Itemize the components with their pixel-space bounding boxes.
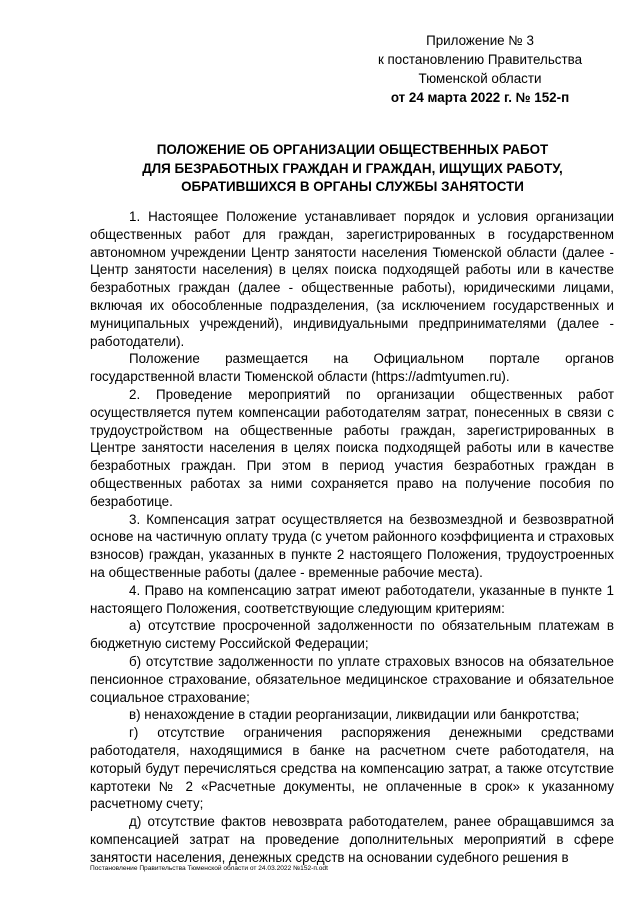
- document-title: [90, 141, 615, 197]
- paragraph-publication: Положение размещается на Официальном портале органов государственной власти Тюменской области (https://admtyumen.ru).: [90, 351, 614, 385]
- title-line-1: ПОЛОЖЕНИЕ ОБ ОРГАНИЗАЦИИ ОБЩЕСТВЕННЫХ РАБОТ: [156, 142, 549, 157]
- paragraph-3: 3. Компенсация затрат осуществляется на безвозмездной и безвозвратной основе на частичную оплату труда (с учетом районного коэффициента и страховых взносов) граждан, указанных в пункте 2 настоящего Положения, трудоустроенных на общественные работы (далее - временные рабочие места).: [90, 511, 614, 580]
- appendix-header: [340, 31, 620, 107]
- paragraph-2: 2. Проведение мероприятий по организации общественных работ осуществляется путем компенсации работодателям затрат, понесенных в связи с трудоустройством на общественные работы граждан, зарегистрированных в Центре занятости населения в целях поиска подходящей работы или в качестве безработных граждан. При этом в период участия безработных граждан в общественных работах за ними сохраняется право на получение пособия по безработице.: [90, 386, 614, 509]
- criterion-a: а) отсутствие просроченной задолженности по обязательным платежам в бюджетную систему Российской Федерации;: [90, 618, 614, 652]
- appendix-region: Тюменской области: [418, 71, 542, 86]
- appendix-number: Приложение № 3: [426, 33, 534, 48]
- criterion-b: б) отсутствие задолженности по уплате страховых взносов на обязательное пенсионное страхование, обязательное медицинское страхование и обязательное социальное страхование;: [90, 653, 614, 705]
- criterion-e: д) отсутствие фактов невозврата работодателем, ранее обращавшимся за компенсацией затрат на проведение дополнительных мероприятий в сфере занятости населения, денежных средств на основании судебного решения в: [90, 814, 614, 865]
- criterion-c: в) ненахождение в стадии реорганизации, ликвидации или банкротства;: [129, 707, 580, 723]
- appendix-reference: к постановлению Правительства: [377, 52, 583, 67]
- title-line-2: ДЛЯ БЕЗРАБОТНЫХ ГРАЖДАН И ГРАЖДАН, ИЩУЩИХ РАБОТУ,: [142, 160, 563, 176]
- paragraph-4: 4. Право на компенсацию затрат имеют работодатели, указанные в пункте 1 настоящего Положения, соответствующие следующим критериям:: [90, 582, 614, 616]
- title-line-3: ОБРАТИВШИХСЯ В ОРГАНЫ СЛУЖБЫ ЗАНЯТОСТИ: [181, 179, 524, 194]
- document-body: [90, 208, 614, 866]
- file-footer: Постановление Правительства Тюменской области от 24.03.2022 №152-п.odt: [90, 865, 328, 872]
- appendix-date: от 24 марта 2022 г. № 152-п: [390, 90, 570, 105]
- criterion-d: г) отсутствие ограничения распоряжения денежными средствами работодателя, находящимися в банке на расчетном счете работодателя, на который будут перечисляться средства на компенсацию затрат, а также отсутствие картотеки № 2 «Расчетные документы, не оплаченные в срок» к указанному расчетному счету;: [90, 725, 614, 812]
- paragraph-1: 1. Настоящее Положение устанавливает порядок и условия организации общественных работ для граждан, зарегистрированных в государственном автономном учреждении Центр занятости населения Тюменской области (далее - Центр занятости населения) в целях поиска подходящей работы или в качестве безработных граждан (далее - общественные работы), юридическими лицами, включая их обособленные подразделения, (за исключением государственных и муниципальных учреждений), индивидуальными предпринимателями (далее - работодатели).: [90, 209, 614, 349]
